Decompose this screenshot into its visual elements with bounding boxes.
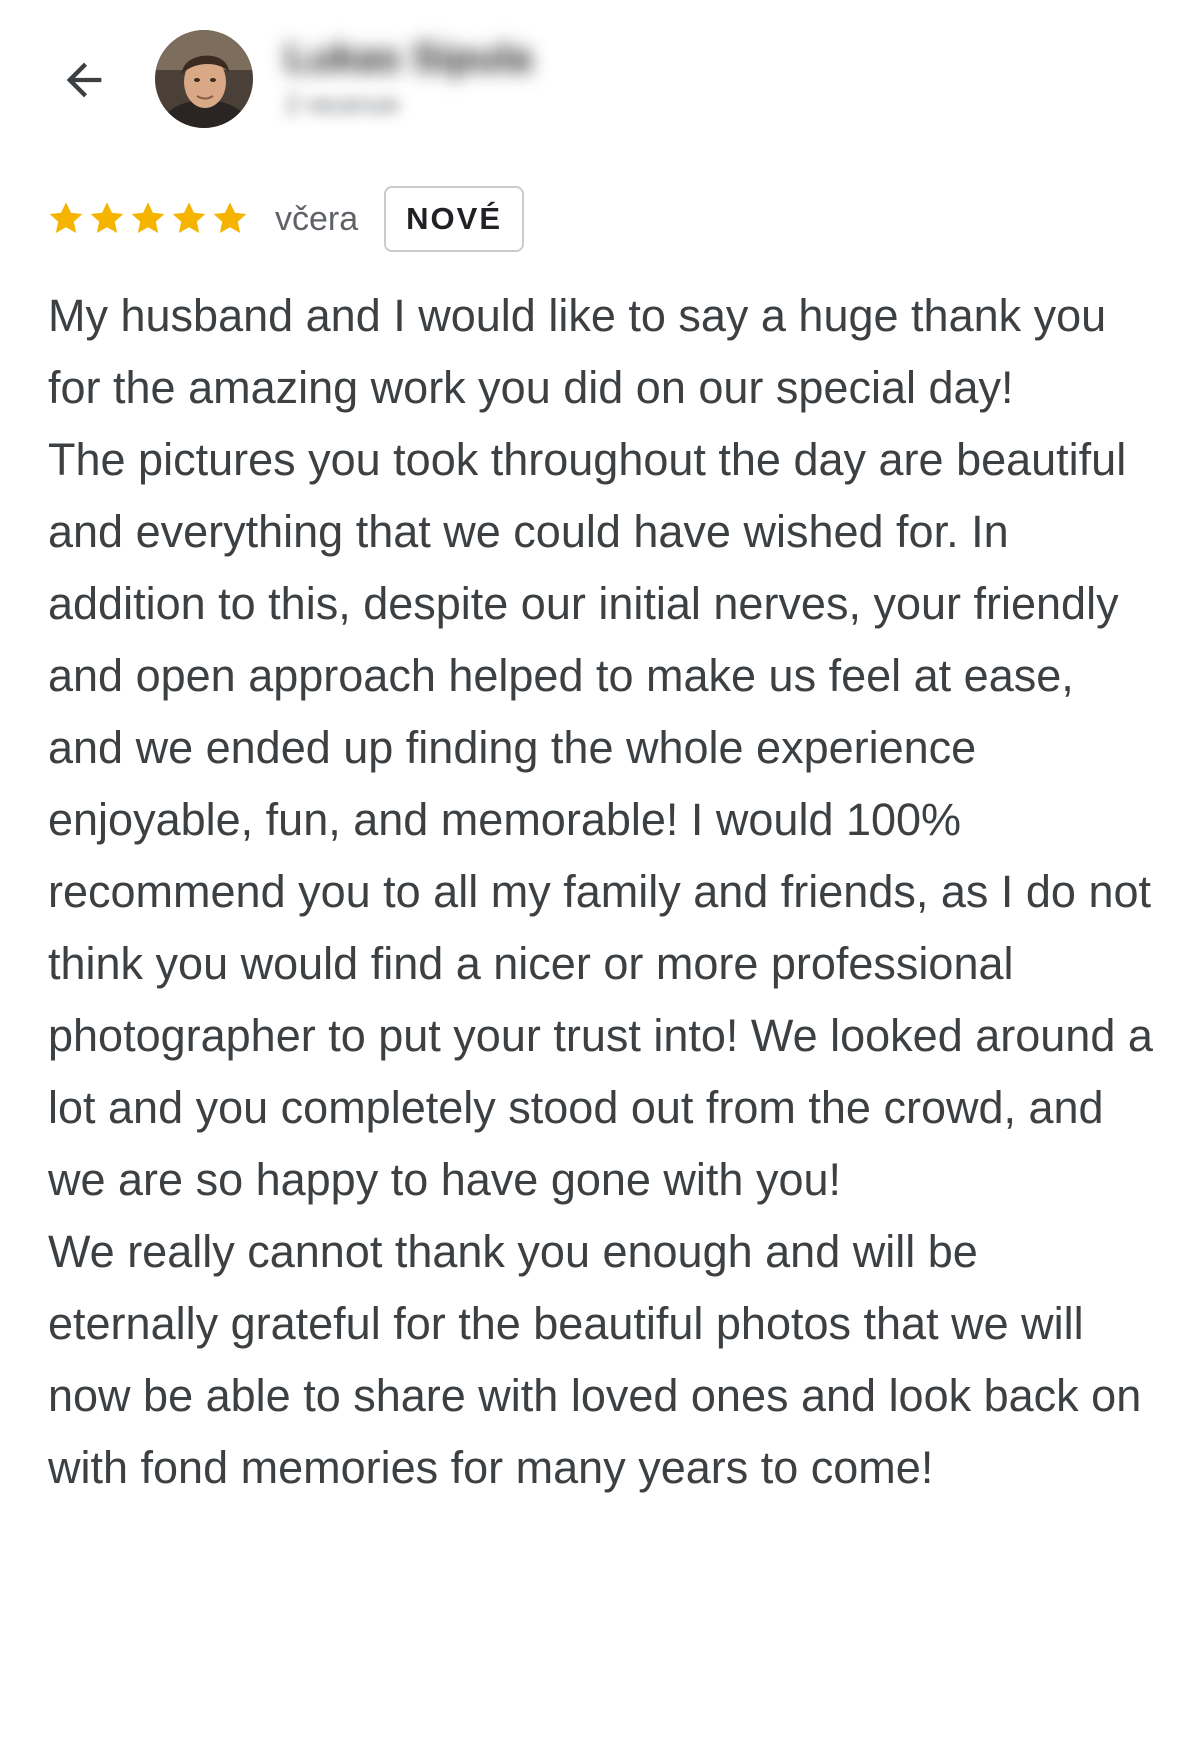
author-review-count: 2 recenze (285, 89, 400, 119)
star-rating (46, 199, 251, 239)
review-header (0, 0, 1179, 150)
review-paragraph-3: We really cannot thank you enough and will be eternally grateful for the beautiful photos that we will now be able to share with loved ones and look back on with fond memories for many years to come! (48, 1226, 1142, 1493)
review-paragraph-1: My husband and I would like to say a huge thank you for the amazing work you did on our special day! (48, 290, 1107, 413)
back-button[interactable] (52, 48, 116, 112)
star-icon (46, 199, 86, 239)
avatar[interactable] (155, 30, 253, 128)
star-icon (210, 199, 250, 239)
rating-row (46, 186, 524, 252)
arrow-back-icon (58, 54, 110, 106)
new-badge: NOVÉ (384, 186, 524, 252)
review-text (48, 280, 1158, 1504)
author-name[interactable]: Lukas Sipula (285, 36, 532, 80)
author-info[interactable] (285, 34, 605, 124)
star-icon (128, 199, 168, 239)
review-date: včera (275, 199, 359, 238)
star-icon (87, 199, 127, 239)
review-paragraph-2: The pictures you took throughout the day are beautiful and everything that we could have wished for. In addition to this, despite our initial nerves, your friendly and open approach helped to make us feel at ease, and we ended up finding the whole experience enjoyable, fun, and memorable! I would 100% recommend you to all my family and friends, as I do not think you would find a nicer or more professional photographer to put your trust into! We looked around a lot and you completely stood out from the crowd, and we are so happy to have gone with you! (48, 434, 1153, 1205)
star-icon (169, 199, 209, 239)
user-avatar (155, 30, 253, 128)
